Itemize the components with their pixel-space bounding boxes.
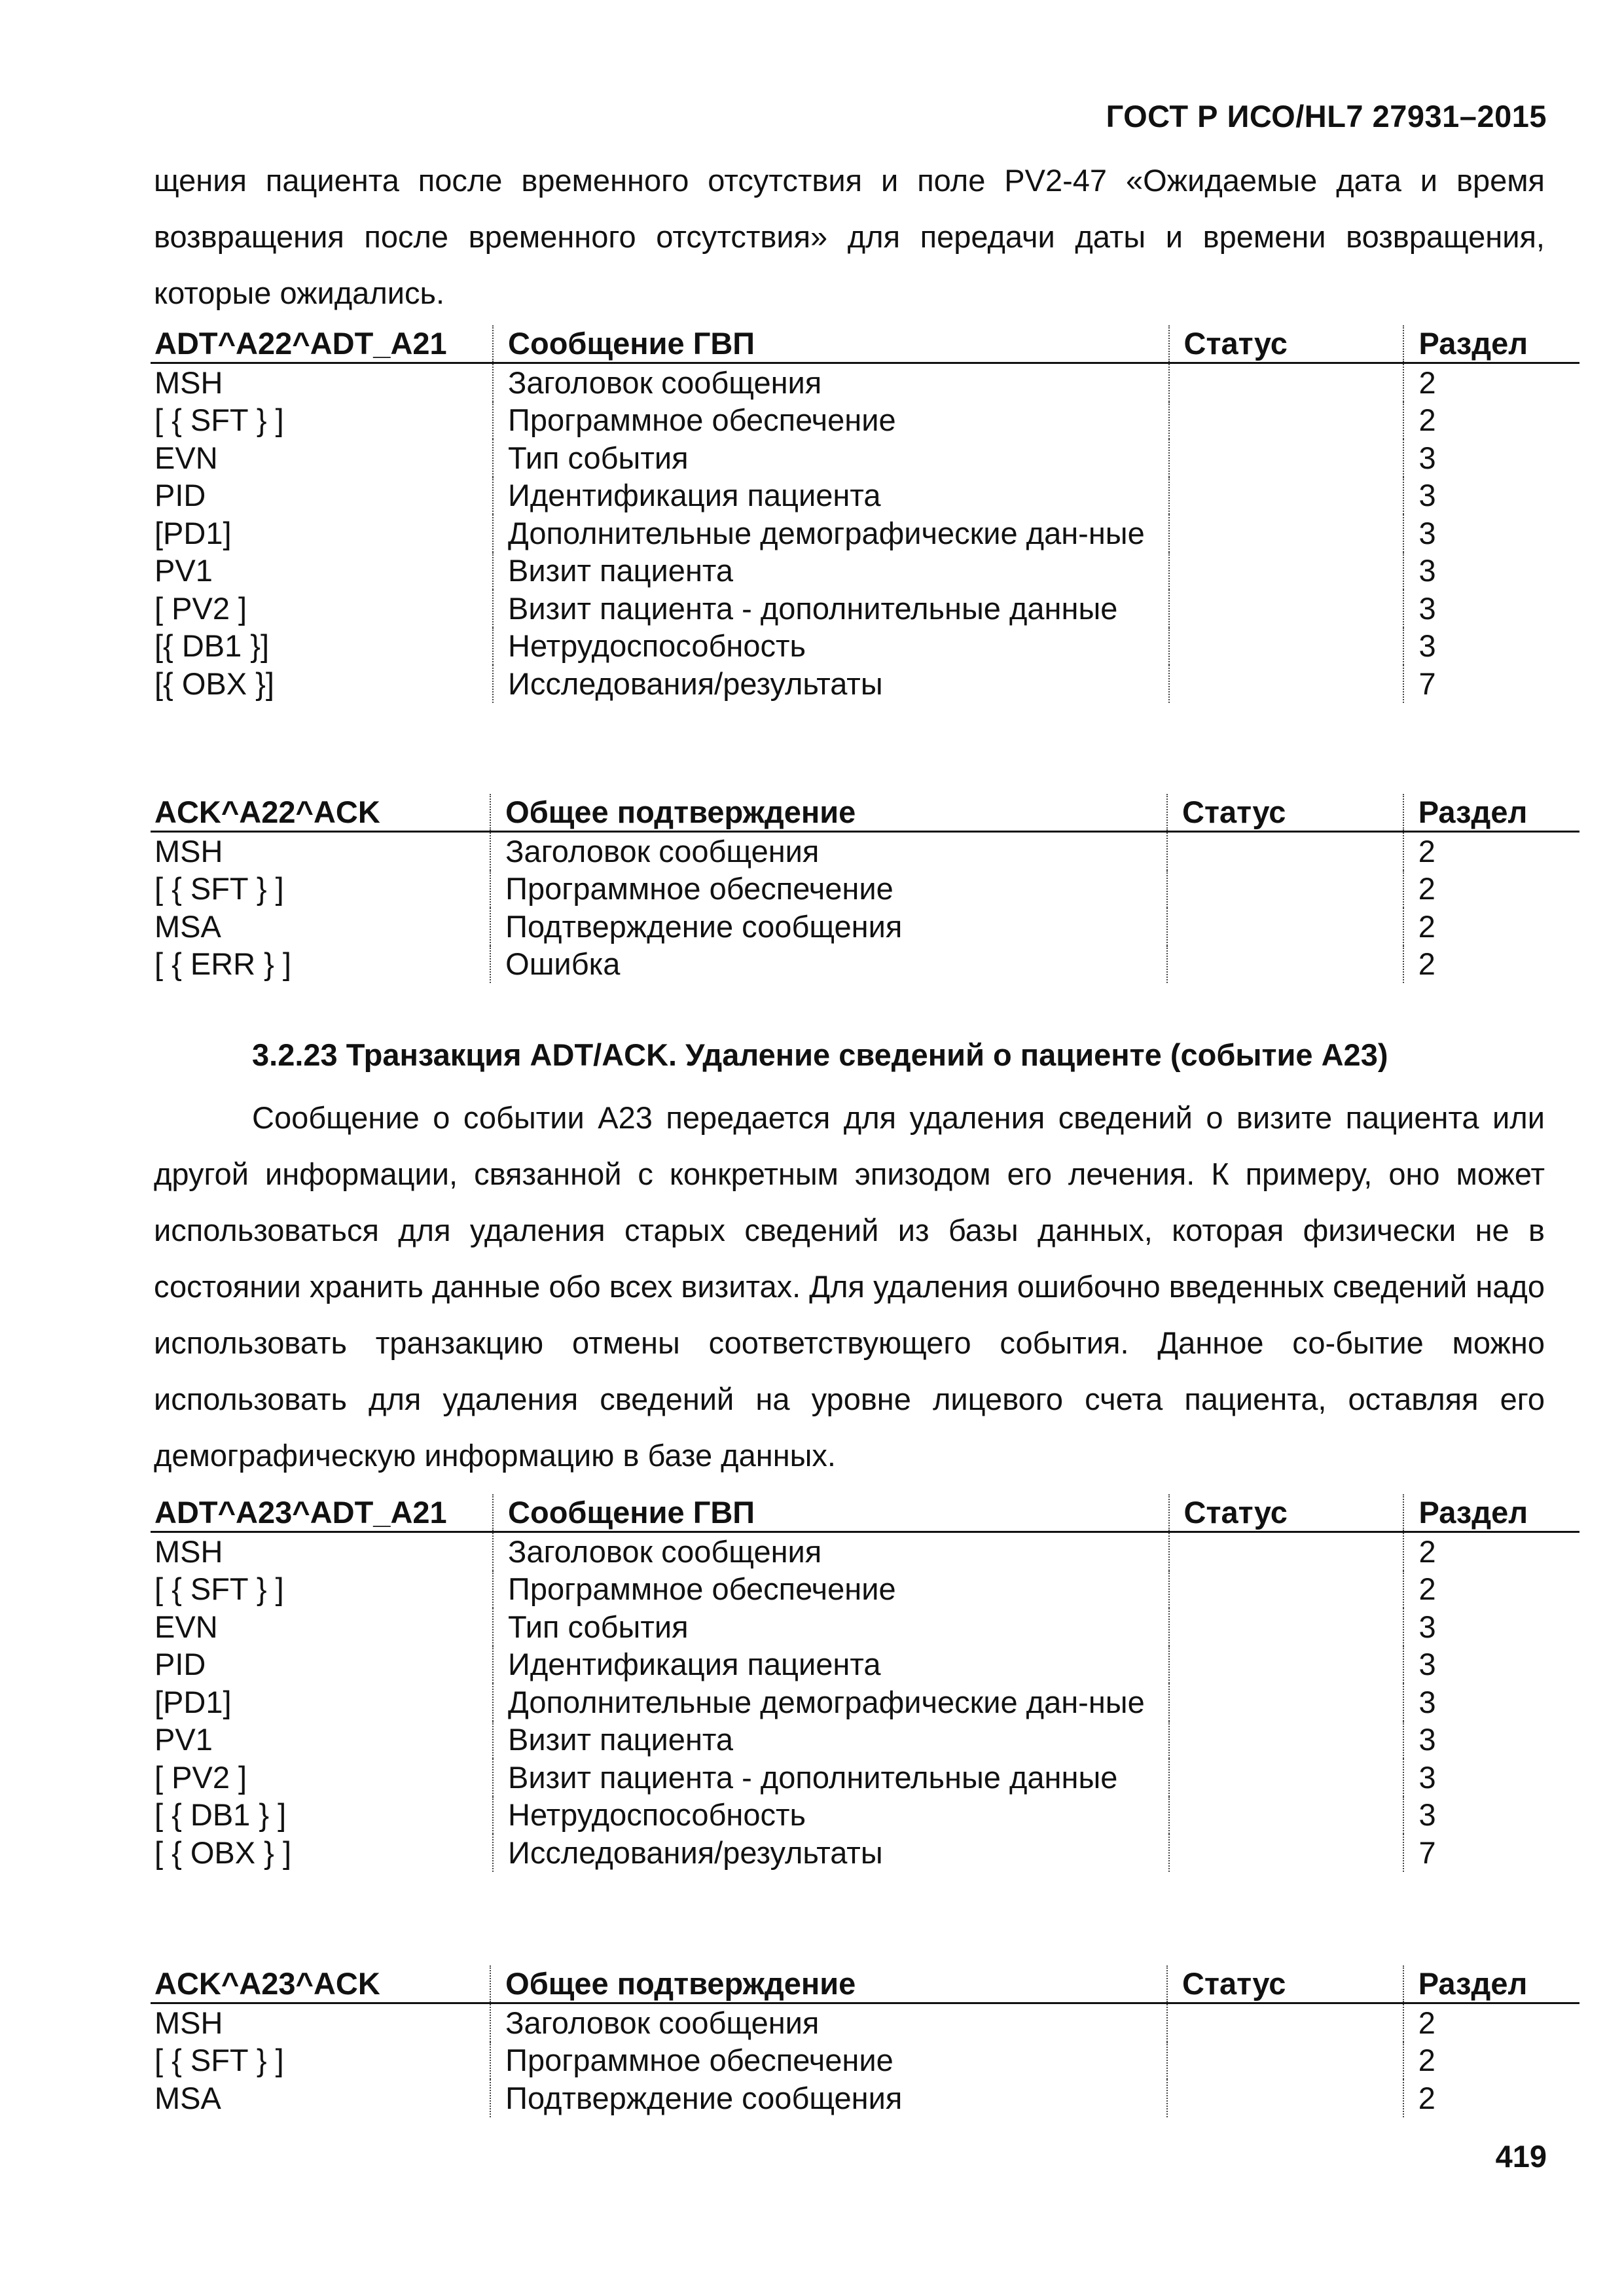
column-header: Сообщение ГВП xyxy=(493,325,1168,363)
segment-cell: [{ OBX }] xyxy=(154,666,274,701)
description-cell: Заголовок сообщения xyxy=(490,2003,1167,2042)
table-header-row xyxy=(151,1965,1579,2003)
status-cell xyxy=(1167,2079,1403,2117)
column-header: Раздел xyxy=(1403,794,1579,832)
description-cell: Нетрудоспособность xyxy=(493,628,1168,666)
segment-cell: MSH xyxy=(154,1534,223,1569)
table-row xyxy=(151,1571,1579,1609)
table-row xyxy=(151,363,1579,402)
section-cell: 3 xyxy=(1403,514,1579,552)
status-cell xyxy=(1169,1646,1404,1684)
table-row xyxy=(151,402,1579,440)
status-cell xyxy=(1169,1721,1404,1759)
section-cell: 2 xyxy=(1403,2079,1579,2117)
segment-cell: MSH xyxy=(154,833,223,869)
column-header: Раздел xyxy=(1403,1494,1579,1532)
section-cell: 2 xyxy=(1403,870,1579,908)
table-row xyxy=(151,1721,1579,1759)
column-header: Общее подтверждение xyxy=(490,1965,1167,2003)
description-cell: Нетрудоспособность xyxy=(493,1797,1168,1835)
segment-cell: MSH xyxy=(154,2005,223,2040)
table-row xyxy=(151,628,1579,666)
status-cell xyxy=(1169,1608,1404,1646)
table-row xyxy=(151,2079,1579,2117)
status-cell xyxy=(1169,1834,1404,1872)
description-cell: Идентификация пациента xyxy=(493,477,1168,515)
column-header: ACK^A22^ACK xyxy=(151,794,490,832)
status-cell xyxy=(1169,363,1404,402)
section-cell: 2 xyxy=(1403,1571,1579,1609)
table-header-row xyxy=(151,794,1579,832)
segment-cell: [ PV2 ] xyxy=(154,1759,247,1795)
segment-cell: [ { DB1 } ] xyxy=(154,1797,287,1833)
segment-cell: EVN xyxy=(154,440,218,475)
column-header: ADT^A22^ADT_A21 xyxy=(151,325,493,363)
status-cell xyxy=(1167,2003,1403,2042)
segment-cell: PV1 xyxy=(154,1722,213,1757)
description-cell: Заголовок сообщения xyxy=(490,832,1167,870)
table-row xyxy=(151,2003,1579,2042)
segment-cell: [ { SFT } ] xyxy=(154,1571,284,1607)
table-row xyxy=(151,1759,1579,1797)
table-row xyxy=(151,514,1579,552)
section-cell: 2 xyxy=(1403,2003,1579,2042)
segment-cell: [{ DB1 }] xyxy=(154,628,270,664)
intro-paragraph: щения пациента после временного отсутствия и поле PV2-47 «Ожидаемые дата и время возвращения после временного отсутствия» для передачи даты и времени возвращения, которые ожидались. xyxy=(154,163,1545,310)
segment-cell: [ { OBX } ] xyxy=(154,1835,291,1870)
table-row xyxy=(151,1532,1579,1571)
table-row xyxy=(151,832,1579,870)
column-header: Статус xyxy=(1167,794,1403,832)
section-cell: 2 xyxy=(1403,832,1579,870)
status-cell xyxy=(1169,590,1404,628)
description-cell: Ошибка xyxy=(490,946,1167,984)
section-cell: 7 xyxy=(1403,1834,1579,1872)
table-row xyxy=(151,1797,1579,1835)
table-row xyxy=(151,870,1579,908)
segment-cell: MSA xyxy=(154,908,221,944)
status-cell xyxy=(1169,1532,1404,1571)
section-cell: 3 xyxy=(1403,1721,1579,1759)
section-cell: 2 xyxy=(1403,363,1579,402)
segment-cell: [ { SFT } ] xyxy=(154,871,284,906)
segment-cell: [ { SFT } ] xyxy=(154,403,284,438)
status-cell xyxy=(1169,402,1404,440)
description-cell: Подтверждение сообщения xyxy=(490,2079,1167,2117)
section-cell: 3 xyxy=(1403,1759,1579,1797)
table-header-row xyxy=(151,1494,1579,1532)
segment-cell: [PD1] xyxy=(154,1684,232,1719)
table-row xyxy=(151,477,1579,515)
column-header: Статус xyxy=(1169,1494,1404,1532)
table-row xyxy=(151,665,1579,703)
column-header: ACK^A23^ACK xyxy=(151,1965,490,2003)
description-cell: Дополнительные демографические дан-ные xyxy=(493,514,1168,552)
message-table-adt-a22 xyxy=(151,325,1579,703)
column-header: ADT^A23^ADT_A21 xyxy=(151,1494,493,1532)
status-cell xyxy=(1169,1571,1404,1609)
description-cell: Исследования/результаты xyxy=(493,665,1168,703)
description-cell: Программное обеспечение xyxy=(490,870,1167,908)
table-row xyxy=(151,908,1579,946)
status-cell xyxy=(1169,514,1404,552)
segment-cell: MSH xyxy=(154,365,223,400)
description-cell: Программное обеспечение xyxy=(490,2042,1167,2080)
column-header: Статус xyxy=(1169,325,1404,363)
section-cell: 2 xyxy=(1403,402,1579,440)
status-cell xyxy=(1167,832,1403,870)
table-row xyxy=(151,590,1579,628)
status-cell xyxy=(1169,1797,1404,1835)
section-cell: 3 xyxy=(1403,552,1579,590)
section-paragraph: Сообщение о событии A23 передается для удаления сведений о визите пациента или другой информации, связанной с конкретным эпизодом его лечения. К примеру, оно может использоваться для удаления старых сведений из базы данных, которая физически не в состоянии хранить данные обо всех визитах. Для удаления ошибочно введенных сведений надо использовать транзакцию отмены соответствующего события. Данное со-бытие можно использовать для удаления сведений на уровне лицевого счета пациента, оставляя его демографическую информацию в базе данных. xyxy=(154,1100,1545,1473)
table-row xyxy=(151,946,1579,984)
segment-cell: [ { ERR } ] xyxy=(154,946,291,982)
table-row xyxy=(151,1683,1579,1721)
description-cell: Тип события xyxy=(493,1608,1168,1646)
description-cell: Программное обеспечение xyxy=(493,402,1168,440)
section-title: 3.2.23 Транзакция ADT/ACK. Удаление сведений о пациенте (событие A23) xyxy=(252,1037,1388,1072)
section-cell: 3 xyxy=(1403,1797,1579,1835)
section-cell: 3 xyxy=(1403,628,1579,666)
description-cell: Исследования/результаты xyxy=(493,1834,1168,1872)
description-cell: Заголовок сообщения xyxy=(493,1532,1168,1571)
description-cell: Программное обеспечение xyxy=(493,1571,1168,1609)
column-header: Общее подтверждение xyxy=(490,794,1167,832)
segment-cell: EVN xyxy=(154,1609,218,1644)
section-cell: 7 xyxy=(1403,665,1579,703)
table-header-row xyxy=(151,325,1579,363)
table-row xyxy=(151,1608,1579,1646)
column-header: Сообщение ГВП xyxy=(493,1494,1168,1532)
description-cell: Визит пациента xyxy=(493,1721,1168,1759)
description-cell: Визит пациента - дополнительные данные xyxy=(493,590,1168,628)
status-cell xyxy=(1169,665,1404,703)
description-cell: Заголовок сообщения xyxy=(493,363,1168,402)
section-cell: 3 xyxy=(1403,1646,1579,1684)
status-cell xyxy=(1169,1683,1404,1721)
section-cell: 3 xyxy=(1403,477,1579,515)
message-table-ack-a22 xyxy=(151,794,1579,983)
section-cell: 2 xyxy=(1403,908,1579,946)
section-cell: 2 xyxy=(1403,946,1579,984)
segment-cell: MSA xyxy=(154,2080,221,2115)
column-header: Раздел xyxy=(1403,1965,1579,2003)
status-cell xyxy=(1169,477,1404,515)
column-header: Раздел xyxy=(1403,325,1579,363)
section-cell: 3 xyxy=(1403,439,1579,477)
section-cell: 3 xyxy=(1403,1683,1579,1721)
status-cell xyxy=(1167,908,1403,946)
table-row xyxy=(151,439,1579,477)
section-cell: 3 xyxy=(1403,590,1579,628)
status-cell xyxy=(1169,439,1404,477)
segment-cell: PID xyxy=(154,1647,206,1682)
description-cell: Визит пациента - дополнительные данные xyxy=(493,1759,1168,1797)
status-cell xyxy=(1167,946,1403,984)
segment-cell: PID xyxy=(154,478,206,513)
description-cell: Визит пациента xyxy=(493,552,1168,590)
table-row xyxy=(151,2042,1579,2080)
column-header: Статус xyxy=(1167,1965,1403,2003)
status-cell xyxy=(1169,1759,1404,1797)
status-cell xyxy=(1169,628,1404,666)
message-table-ack-a23 xyxy=(151,1965,1579,2117)
description-cell: Идентификация пациента xyxy=(493,1646,1168,1684)
status-cell xyxy=(1169,552,1404,590)
table-row xyxy=(151,1646,1579,1684)
page-number: 419 xyxy=(1495,2139,1547,2174)
status-cell xyxy=(1167,2042,1403,2080)
section-cell: 2 xyxy=(1403,1532,1579,1571)
segment-cell: [PD1] xyxy=(154,515,232,550)
section-cell: 2 xyxy=(1403,2042,1579,2080)
message-table-adt-a23 xyxy=(151,1494,1579,1872)
section-cell: 3 xyxy=(1403,1608,1579,1646)
status-cell xyxy=(1167,870,1403,908)
table-row xyxy=(151,552,1579,590)
segment-cell: [ PV2 ] xyxy=(154,590,247,626)
description-cell: Подтверждение сообщения xyxy=(490,908,1167,946)
segment-cell: [ { SFT } ] xyxy=(154,2043,284,2078)
segment-cell: PV1 xyxy=(154,553,213,588)
table-row xyxy=(151,1834,1579,1872)
description-cell: Тип события xyxy=(493,439,1168,477)
document-header: ГОСТ Р ИСО/HL7 27931–2015 xyxy=(1106,99,1547,134)
description-cell: Дополнительные демографические дан-ные xyxy=(493,1683,1168,1721)
